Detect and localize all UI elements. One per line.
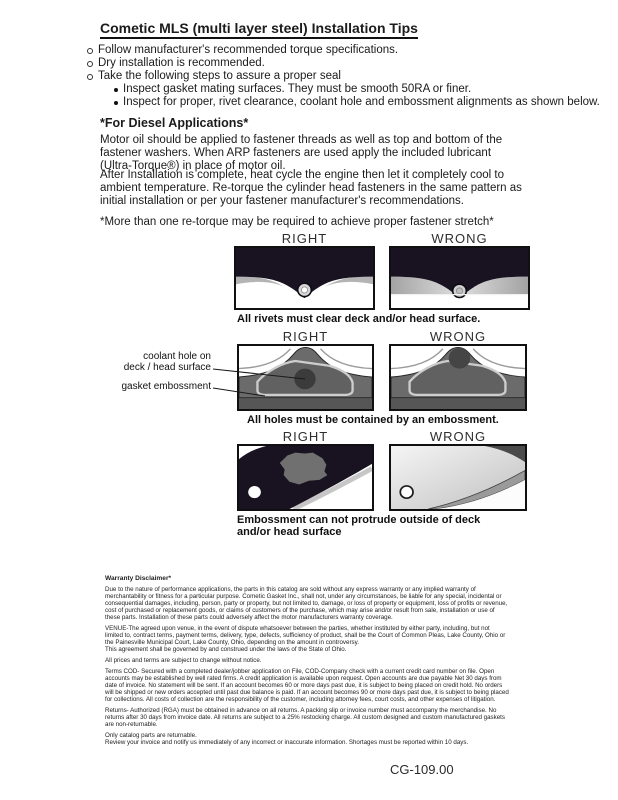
- tip-text: Inspect gasket mating surfaces. They must be smooth 50RA or finer.: [123, 83, 472, 95]
- embossment-wrong-illustration: [391, 346, 525, 409]
- diesel-paragraph-1: Motor oil should be applied to fastener threads as well as top and bottom of the fastener washers. When ARP fasteners are used apply the included lubricant (Ultra-Torque®) in place of motor oil.: [100, 134, 503, 173]
- installation-tips-list: [87, 44, 600, 109]
- rivet-clearance-right-diagram: [234, 246, 375, 310]
- annotation-text: gasket embossment: [121, 381, 211, 392]
- wrong-label: WRONG: [429, 329, 487, 344]
- right-label: RIGHT: [281, 231, 328, 246]
- right-label: RIGHT: [282, 329, 329, 344]
- page-title: Cometic MLS (multi layer steel) Installation Tips: [100, 20, 418, 39]
- wrong-label: WRONG: [431, 231, 488, 246]
- list-item: [114, 96, 600, 109]
- list-item: [87, 70, 600, 83]
- coolant-hole-annotation: [89, 351, 211, 373]
- warranty-paragraph: Terms COD- Secured with a completed dealer/jobber application on File, COD-Company check with a current credit card number on file. Open accounts may be established by well rated firms. A credit application is available upon request. Open accounts are due payable Net 30 days from date of invoice. No statement will be sent. If an account becomes 60 or more days past due, it is subject to being placed on credit hold. No orders will be shipped or new orders accepted until past due balance is paid. If an account becomes 90 or more days past due, it is subject to being placed for collections. All costs of collection are the responsibility of the customer, including attorney fees, court costs, and other expenses of litigation.: [105, 668, 509, 703]
- rivet-right-illustration: [236, 248, 373, 308]
- open-bullet-icon: [87, 61, 93, 67]
- diesel-heading: *For Diesel Applications*: [100, 116, 249, 130]
- coolant-hole-wrong-diagram: [389, 344, 527, 411]
- caption-line: and/or head surface: [237, 526, 342, 538]
- warranty-heading: Warranty Disclaimer*: [105, 575, 172, 582]
- protrusion-right-illustration: [239, 446, 372, 509]
- row1-caption: All rivets must clear deck and/or head surface.: [237, 313, 481, 325]
- warranty-paragraph: Returns- Authorized (RGA) must be obtained in advance on all returns. A packing slip or invoice number must accompany the merchandise. No returns after 30 days from invoice date. All returns are subject to a 25% restocking charge. All custom designed and custom manufactured gaskets are non-returnable.: [105, 707, 505, 728]
- coolant-hole-right-diagram: [237, 344, 374, 411]
- diesel-paragraph-3: *More than one re-torque may be required to achieve proper fastener stretch*: [100, 216, 494, 228]
- row3-caption: [237, 514, 480, 538]
- wrong-label: WRONG: [429, 429, 487, 444]
- tip-text: Dry installation is recommended.: [98, 57, 265, 69]
- tip-text: Follow manufacturer's recommended torque specifications.: [98, 44, 399, 56]
- warranty-disclaimer: [105, 575, 509, 750]
- warranty-paragraph: VENUE-The agreed upon venue, in the event of dispute whatsoever between the parties, whether instituted by either party, including, but not limited to, contract terms, payment terms, delivery, type, defects, sufficiency of product, shall be the Court of Common Pleas, Lake County, Ohio or the Painesville Municipal Court, Lake County, Ohio, depending on the amount in controversy.: [105, 625, 506, 646]
- list-item: [114, 83, 600, 96]
- list-item: [87, 57, 600, 70]
- protrusion-wrong-diagram: [389, 444, 527, 511]
- list-item: [87, 44, 600, 57]
- warranty-paragraph: All prices and terms are subject to change without notice.: [105, 657, 262, 664]
- gasket-embossment-annotation: [89, 381, 211, 392]
- filled-bullet-icon: [114, 101, 118, 105]
- annotation-text: deck / head surface: [123, 362, 211, 373]
- tip-text: Take the following steps to assure a proper seal: [98, 70, 341, 82]
- open-bullet-icon: [87, 48, 93, 54]
- filled-bullet-icon: [114, 88, 118, 92]
- right-label: RIGHT: [282, 429, 329, 444]
- warranty-paragraph: This agreement shall be governed by and construed under the laws of the State of Ohio.: [105, 646, 347, 653]
- rivet-wrong-illustration: [391, 248, 528, 308]
- row2-caption: All holes must be contained by an embossment.: [247, 414, 499, 426]
- tip-text: Inspect for proper, rivet clearance, coolant hole and embossment alignments as shown below.: [123, 96, 600, 108]
- warranty-paragraph: Review your invoice and notify us immediately of any incorrect or inaccurate information. Shortages must be reported within 10 days.: [105, 739, 469, 746]
- embossment-right-illustration: [239, 346, 372, 409]
- open-bullet-icon: [87, 74, 93, 80]
- warranty-paragraph: Only catalog parts are returnable.: [105, 732, 197, 739]
- page-code: CG-109.00: [390, 762, 454, 777]
- rivet-clearance-wrong-diagram: [389, 246, 530, 310]
- diesel-paragraph-2: After Installation is complete, heat cycle the engine then let it completely cool to ambient temperature. Re-torque the cylinder head fasteners in the same pattern as initial installation or per your fastener manufacturer's recommendations.: [100, 169, 522, 208]
- protrusion-right-diagram: [237, 444, 374, 511]
- warranty-paragraph: Due to the nature of performance applications, the parts in this catalog are sold without any express warranty or any implied warranty of merchantability or fitness for a particular purpose. Cometic Gasket Inc., shall not, under any circumstances, be liable for any special, incidental or consequential damages, including, person, party or property, but not limited to, damage, or loss of property or equipment, loss of profits or revenue, cost of purchased or replacement goods, or claims of customers of the purchase, which may arise and/or result from sale, installation or use of these parts. Installation of these parts could adversely affect the motor manufacturers warranty coverage.: [105, 586, 508, 621]
- annotation-text: coolant hole on: [143, 351, 211, 362]
- protrusion-wrong-illustration: [391, 446, 525, 509]
- caption-line: Embossment can not protrude outside of deck: [237, 514, 481, 526]
